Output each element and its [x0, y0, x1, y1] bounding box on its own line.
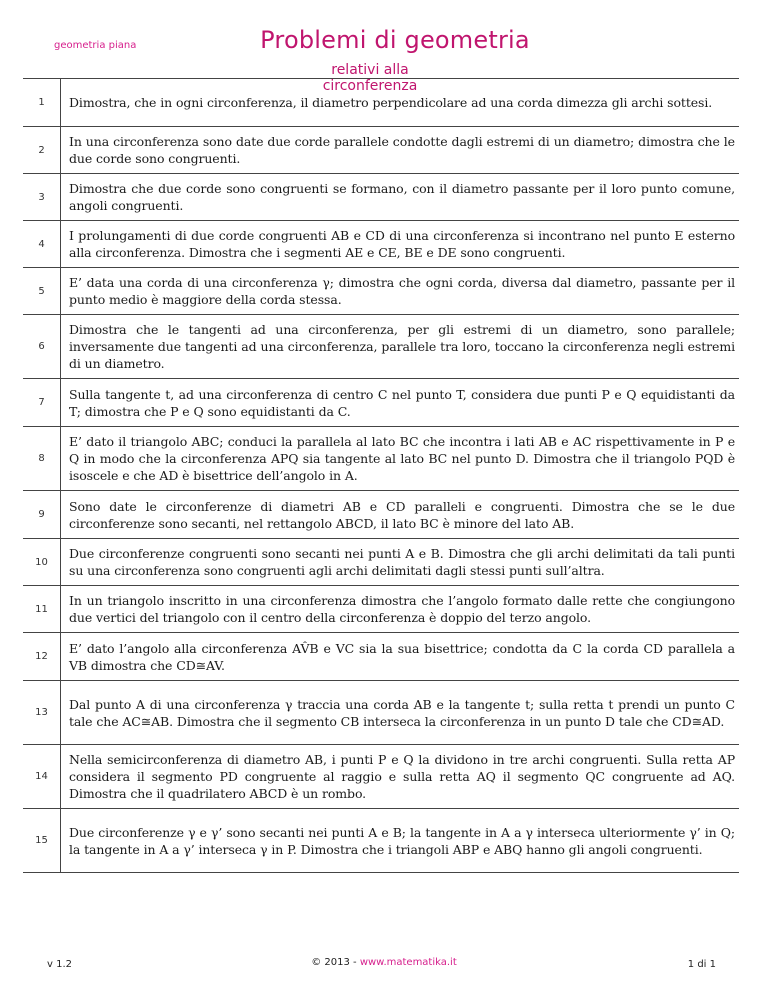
problem-text: Due circonferenze congruenti sono secanti nei punti A e B. Dimostra che gli archi delimitati da tali punti su una circonferenza sono congruenti agli archi delimitati dagli stessi punti sull’altra.: [61, 539, 740, 586]
problem-row: [23, 633, 739, 681]
problem-number: 5: [23, 268, 61, 315]
problem-text: Sulla tangente t, ad una circonferenza di centro C nel punto T, considera due punti P e Q equidistanti da T; dimostra che P e Q sono equidistanti da C.: [61, 379, 740, 427]
problem-text: Sono date le circonferenze di diametri AB e CD paralleli e congruenti. Dimostra che se le due circonferenze sono secanti, nel rettangolo ABCD, il lato BC è minore del lato AB.: [61, 491, 740, 539]
problem-number: 12: [23, 633, 61, 681]
problem-text: Due circonferenze γ e γ’ sono secanti nei punti A e B; la tangente in A a γ interseca ulteriormente γ’ in Q; la tangente in A a γ’ interseca γ in P. Dimostra che i triangoli ABP e ABQ hanno gli angoli congruenti.: [61, 809, 740, 873]
problem-row: [23, 174, 739, 221]
problem-text: Nella semicirconferenza di diametro AB, i punti P e Q la dividono in tre archi congruenti. Sulla retta AP considera il segmento PD congruente al raggio e sulla retta AQ il segmento QC congruente ad AQ. Dimostra che il quadrilatero ABCD è un rombo.: [61, 745, 740, 809]
problem-row: [23, 539, 739, 586]
problem-number: 10: [23, 539, 61, 586]
problem-text: Dal punto A di una circonferenza γ traccia una corda AB e la tangente t; sulla retta t prendi un punto C tale che AC≅AB. Dimostra che il segmento CB interseca la circonferenza in un punto D tale che CD≅AD.: [61, 681, 740, 745]
problem-text: Dimostra, che in ogni circonferenza, il diametro perpendicolare ad una corda dimezza gli archi sottesi.: [61, 79, 740, 127]
problem-row: [23, 809, 739, 873]
problem-number: 15: [23, 809, 61, 873]
page-title: Problemi di geometria: [260, 26, 530, 54]
category-tag: geometria piana: [54, 40, 137, 51]
problem-row: [23, 315, 739, 379]
problem-number: 3: [23, 174, 61, 221]
problem-text: E’ dato il triangolo ABC; conduci la parallela al lato BC che incontra i lati AB e AC rispettivamente in P e Q in modo che la circonferenza APQ sia tangente al lato BC nel punto D. Dimostra che il triangolo PQD è isoscele e che AD è bisettrice dell’angolo in A.: [61, 427, 740, 491]
problem-row: [23, 491, 739, 539]
problems-table: [23, 78, 739, 873]
problem-row: [23, 681, 739, 745]
problem-text: Dimostra che due corde sono congruenti se formano, con il diametro passante per il loro punto comune, angoli congruenti.: [61, 174, 740, 221]
problem-number: 2: [23, 127, 61, 174]
problem-row: [23, 745, 739, 809]
problem-text: I prolungamenti di due corde congruenti AB e CD di una circonferenza si incontrano nel punto E esterno alla circonferenza. Dimostra che i segmenti AE e CE, BE e DE sono congruenti.: [61, 221, 740, 268]
problem-text: In una circonferenza sono date due corde parallele condotte dagli estremi di un diametro; dimostra che le due corde sono congruenti.: [61, 127, 740, 174]
copyright-line: [0, 957, 768, 968]
site-link[interactable]: www.matematika.it: [359, 957, 457, 968]
problem-row: [23, 586, 739, 633]
version-label: v 1.2: [47, 959, 72, 970]
problem-number: 7: [23, 379, 61, 427]
problem-number: 11: [23, 586, 61, 633]
problem-text: E’ dato l’angolo alla circonferenza AV̂B e VC sia la sua bisettrice; condotta da C la corda CD parallela a VB dimostra che CD≅AV.: [61, 633, 740, 681]
problem-row: [23, 379, 739, 427]
problem-number: 13: [23, 681, 61, 745]
copyright-text: © 2013 -: [311, 957, 360, 968]
page-number: 1 di 1: [687, 959, 716, 970]
problem-text: Dimostra che le tangenti ad una circonferenza, per gli estremi di un diametro, sono parallele; inversamente due tangenti ad una circonferenza, parallele tra loro, toccano la circonferenza negli estremi di un diametro.: [61, 315, 740, 379]
problem-number: 9: [23, 491, 61, 539]
problem-text: E’ data una corda di una circonferenza γ; dimostra che ogni corda, diversa dal diametro, passante per il punto medio è maggiore della corda stessa.: [61, 268, 740, 315]
problem-number: 8: [23, 427, 61, 491]
problem-number: 4: [23, 221, 61, 268]
problem-number: 14: [23, 745, 61, 809]
problem-row: [23, 127, 739, 174]
page-subtitle: relativi alla circonferenza: [322, 62, 418, 94]
problem-row: [23, 221, 739, 268]
problem-row: [23, 79, 739, 127]
problem-number: 6: [23, 315, 61, 379]
problem-number: 1: [23, 79, 61, 127]
problem-text: In un triangolo inscritto in una circonferenza dimostra che l’angolo formato dalle rette che congiungono due vertici del triangolo con il centro della circonferenza è doppio del terzo angolo.: [61, 586, 740, 633]
problem-row: [23, 268, 739, 315]
problem-row: [23, 427, 739, 491]
